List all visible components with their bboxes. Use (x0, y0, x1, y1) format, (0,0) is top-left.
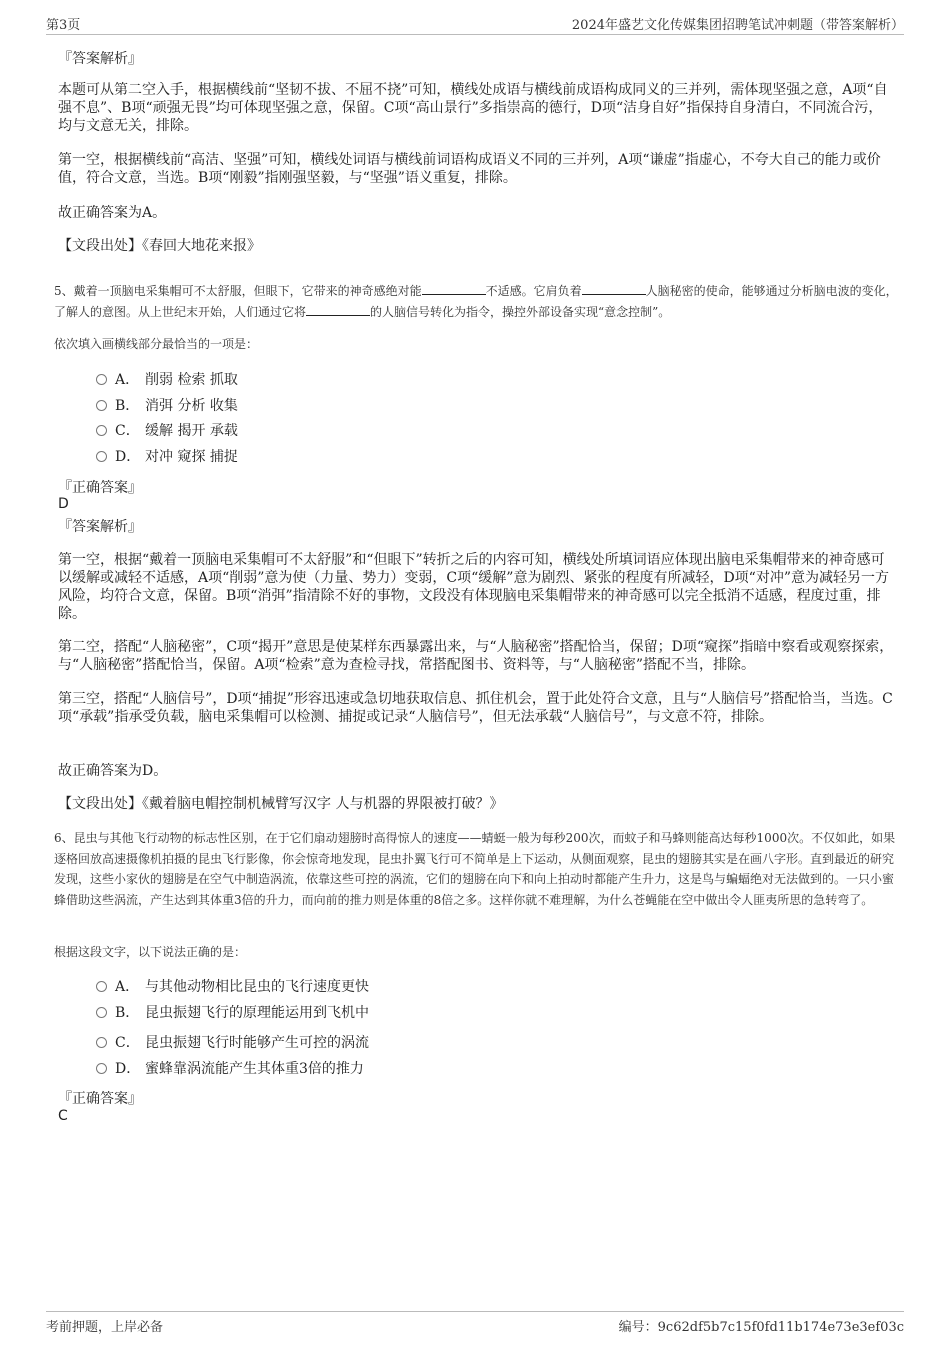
analysis-paragraph: 第一空，根据横线前“高洁、坚强”可知，横线处词语与横线前词语构成语义不同的三并列，A项“谦虚”指虚心，不夸大自己的能力或价值，符合文意，当选。B项“刚毅”指刚强坚毅，与“坚强”语义重复，排除。 (58, 152, 881, 186)
analysis-label: 『答案解析』 (58, 519, 142, 535)
analysis-paragraph: 第三空，搭配“人脑信号”，D项“捕捉”形容迅速或急切地获取信息、抓住机会，置于此处符合文意，且与“人脑信号”搭配恰当，当选。C项“承载”指承受负载，脑电采集帽可以检测、捕捉或记录“人脑信号”，但无法承载“人脑信号”，与文意不符，排除。 (58, 691, 893, 725)
source-citation: 【文段出处】《春回大地花来报》 (58, 238, 261, 254)
document-title: 2024年盛艺文化传媒集团招聘笔试冲刺题（带答案解析） (571, 18, 904, 33)
radio-icon[interactable] (96, 451, 107, 462)
answer-blank (422, 283, 486, 295)
option-d[interactable] (96, 1059, 364, 1079)
answer-blank (582, 283, 646, 295)
option-letter: B． (115, 398, 140, 414)
stem-text: 的人脑信号转化为指令，操控外部设备实现“意念控制”。 (370, 304, 671, 319)
document-id: 编号：9c62df5b7c15f0fd11b174e73e3ef03c (618, 1320, 904, 1335)
analysis-paragraph: 第一空，根据“戴着一顶脑电采集帽可不太舒服”和“但眼下”转折之后的内容可知，横线处所填词语应体现出脑电采集帽带来的神奇感可以缓解或减轻不适感，A项“削弱”意为使（力量、势力）变弱，C项“缓解”意为剧烈、紧张的程度有所减轻，D项“对冲”意为减轻另一方风险，均符合文意，保留。B项“消弭”指清除不好的事物，文段没有体现脑电采集帽带来的神奇感可以完全抵消不适感，程度过重，排除。 (58, 552, 889, 622)
source-citation: 【文段出处】《戴着脑电帽控制机械臂写汉字 人与机器的界限被打破？》 (58, 796, 504, 812)
page-footer (46, 1311, 904, 1334)
question-stem: 6、昆虫与其他飞行动物的标志性区别，在于它们扇动翅膀时高得惊人的速度——蜻蜓一般为每秒200次，而蚊子和马蜂则能高达每秒1000次。不仅如此，如果逐格回放高速摄像机拍摄的昆虫飞行影像，你会惊奇地发现，昆虫扑翼飞行可不简单是上下运动，从侧面观察，昆虫的翅膀其实是在画八字形。直到最近的研究发现，这些小家伙的翅膀是在空气中制造涡流，依靠这些可控的涡流，它们的翅膀在向下和向上拍动时都能产生升力，这是鸟与蝙蝠绝对无法做到的。一只小蜜蜂借助这些涡流，产生达到其体重3倍的升力，而向前的推力则是体重的8倍之多。这样你就不难理解，为什么苍蝇能在空中做出令人匪夷所思的急转弯了。 (54, 831, 896, 907)
option-text: 消弭 分析 收集 (145, 398, 238, 414)
option-text: 缓解 揭开 承载 (145, 423, 238, 439)
option-letter: B． (115, 1005, 140, 1021)
question-stem (54, 281, 900, 322)
option-b[interactable] (96, 1003, 369, 1023)
correct-answer: D (58, 496, 69, 512)
analysis-label: 『答案解析』 (58, 51, 142, 67)
option-c[interactable] (96, 1033, 369, 1053)
radio-icon[interactable] (96, 1063, 107, 1074)
radio-icon[interactable] (96, 400, 107, 411)
radio-icon[interactable] (96, 1007, 107, 1018)
option-letter: C． (115, 1035, 140, 1051)
footer-slogan: 考前押题，上岸必备 (46, 1320, 164, 1335)
option-a[interactable] (96, 977, 369, 997)
correct-answer-label: 『正确答案』 (58, 1091, 142, 1107)
correct-answer-label: 『正确答案』 (58, 480, 142, 496)
option-text: 与其他动物相比昆虫的飞行速度更快 (145, 979, 369, 995)
answer-blank (306, 304, 370, 316)
analysis-paragraph: 第二空，搭配“人脑秘密”，C项“揭开”意思是使某样东西暴露出来，与“人脑秘密”搭配恰当，保留；D项“窥探”指暗中察看或观察探索，与“人脑秘密”搭配恰当，保留。A项“检索”意为查检寻找，常搭配图书、资料等，与“人脑秘密”搭配不当，排除。 (58, 639, 894, 673)
conclusion-text: 故正确答案为A。 (58, 205, 167, 221)
option-text: 昆虫振翅飞行的原理能运用到飞机中 (145, 1005, 369, 1021)
page-number: 第3页 (46, 18, 81, 33)
stem-text: 不适感。它肩负着 (485, 284, 582, 298)
option-text: 蜜蜂靠涡流能产生其体重3倍的推力 (145, 1061, 364, 1077)
option-a[interactable] (96, 370, 238, 390)
option-text: 对冲 窥探 捕捉 (145, 449, 238, 465)
option-c[interactable] (96, 421, 238, 441)
correct-answer: C (58, 1108, 68, 1124)
radio-icon[interactable] (96, 425, 107, 436)
question-prompt: 根据这段文字，以下说法正确的是： (54, 945, 247, 959)
radio-icon[interactable] (96, 981, 107, 992)
conclusion-text: 故正确答案为D。 (58, 763, 168, 779)
option-text: 昆虫振翅飞行时能够产生可控的涡流 (145, 1035, 369, 1051)
option-b[interactable] (96, 396, 238, 416)
stem-text: 人脑秘密的使命，能够通过分析脑电波的变化，了解人的意图。从上世纪末开始，人们通过它将 (54, 284, 898, 319)
option-letter: C． (115, 423, 140, 439)
option-d[interactable] (96, 447, 238, 467)
page-header (46, 14, 904, 35)
option-letter: D． (115, 1061, 141, 1077)
question-prompt: 依次填入画横线部分最恰当的一项是： (54, 337, 259, 351)
option-text: 削弱 检索 抓取 (145, 372, 238, 388)
analysis-paragraph: 本题可从第二空入手，根据横线前“坚韧不拔、不屈不挠”可知，横线处成语与横线前成语构成同义的三并列，需体现坚强之意，A项“自强不息”、B项“顽强无畏”均可体现坚强之意，保留。C项“高山景行”多指崇高的德行，D项“洁身自好”指保持自身清白，不同流合污，均与文意无关，排除。 (58, 82, 888, 134)
option-letter: A． (115, 979, 140, 995)
option-letter: D． (115, 449, 141, 465)
stem-text: 5、戴着一顶脑电采集帽可不太舒服，但眼下，它带来的神奇感绝对能 (54, 284, 422, 298)
radio-icon[interactable] (96, 374, 107, 385)
radio-icon[interactable] (96, 1037, 107, 1048)
option-letter: A． (115, 372, 140, 388)
